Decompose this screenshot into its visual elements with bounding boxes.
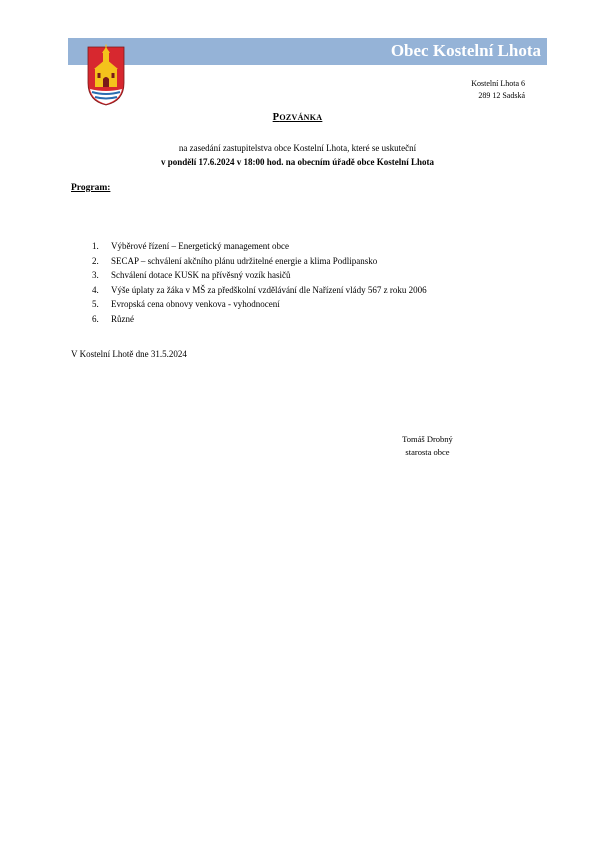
agenda-item-text: Různé xyxy=(111,313,134,324)
intro-line-1: na zasedání zastupitelstva obce Kostelní Lhota, které se uskuteční xyxy=(178,143,417,153)
program-heading: Program: xyxy=(71,183,111,193)
agenda-item xyxy=(92,239,427,254)
title-initial: P xyxy=(272,112,280,123)
place-and-date: V Kostelní Lhotě dne 31.5.2024 xyxy=(71,349,187,359)
agenda-item-number: 2. xyxy=(92,255,99,266)
address-postal: 289 12 Sadská xyxy=(478,91,525,100)
agenda-item-number: 3. xyxy=(92,270,99,280)
agenda-item-text: Výběrové řízení – Energetický management obce xyxy=(111,241,290,251)
signatory-name: Tomáš Drobný xyxy=(402,434,453,444)
agenda-item xyxy=(92,283,427,298)
address-street: Kostelní Lhota 6 xyxy=(471,79,525,88)
municipality-title: Obec Kostelní Lhota xyxy=(390,41,541,60)
agenda-item-text: Schválení dotace KUSK na přívěsný vozík hasičů xyxy=(111,270,291,280)
agenda-item-text: Evropská cena obnovy venkova - vyhodnocení xyxy=(111,299,280,309)
agenda-list xyxy=(92,239,427,326)
signatory-role: starosta obce xyxy=(405,447,450,457)
intro-line-2: v pondělí 17.6.2024 v 18:00 hod. na obecním úřadě obce Kostelní Lhota xyxy=(160,157,435,167)
agenda-item-number: 4. xyxy=(92,284,99,295)
coat-of-arms-logo xyxy=(86,43,126,107)
agenda-item xyxy=(92,297,427,312)
header-bar xyxy=(68,38,547,65)
agenda-item xyxy=(92,254,427,269)
agenda-item xyxy=(92,312,427,327)
address-block xyxy=(471,78,525,102)
document-title xyxy=(0,112,595,123)
meeting-intro xyxy=(0,141,595,169)
agenda-item-number: 5. xyxy=(92,299,99,309)
agenda-item-text: SECAP – schválení akčního plánu udržitelné energie a klima Podlipansko xyxy=(111,255,378,266)
agenda-item-text: Výše úplaty za žáka v MŠ za předškolní vzdělávání dle Nařízení vlády 567 z roku 2006 xyxy=(111,284,427,295)
signature-block xyxy=(380,433,475,459)
agenda-item xyxy=(92,268,427,283)
title-rest: OZVÁNKA xyxy=(279,113,323,122)
agenda-item-number: 1. xyxy=(92,241,99,251)
agenda-item-number: 6. xyxy=(92,313,99,324)
